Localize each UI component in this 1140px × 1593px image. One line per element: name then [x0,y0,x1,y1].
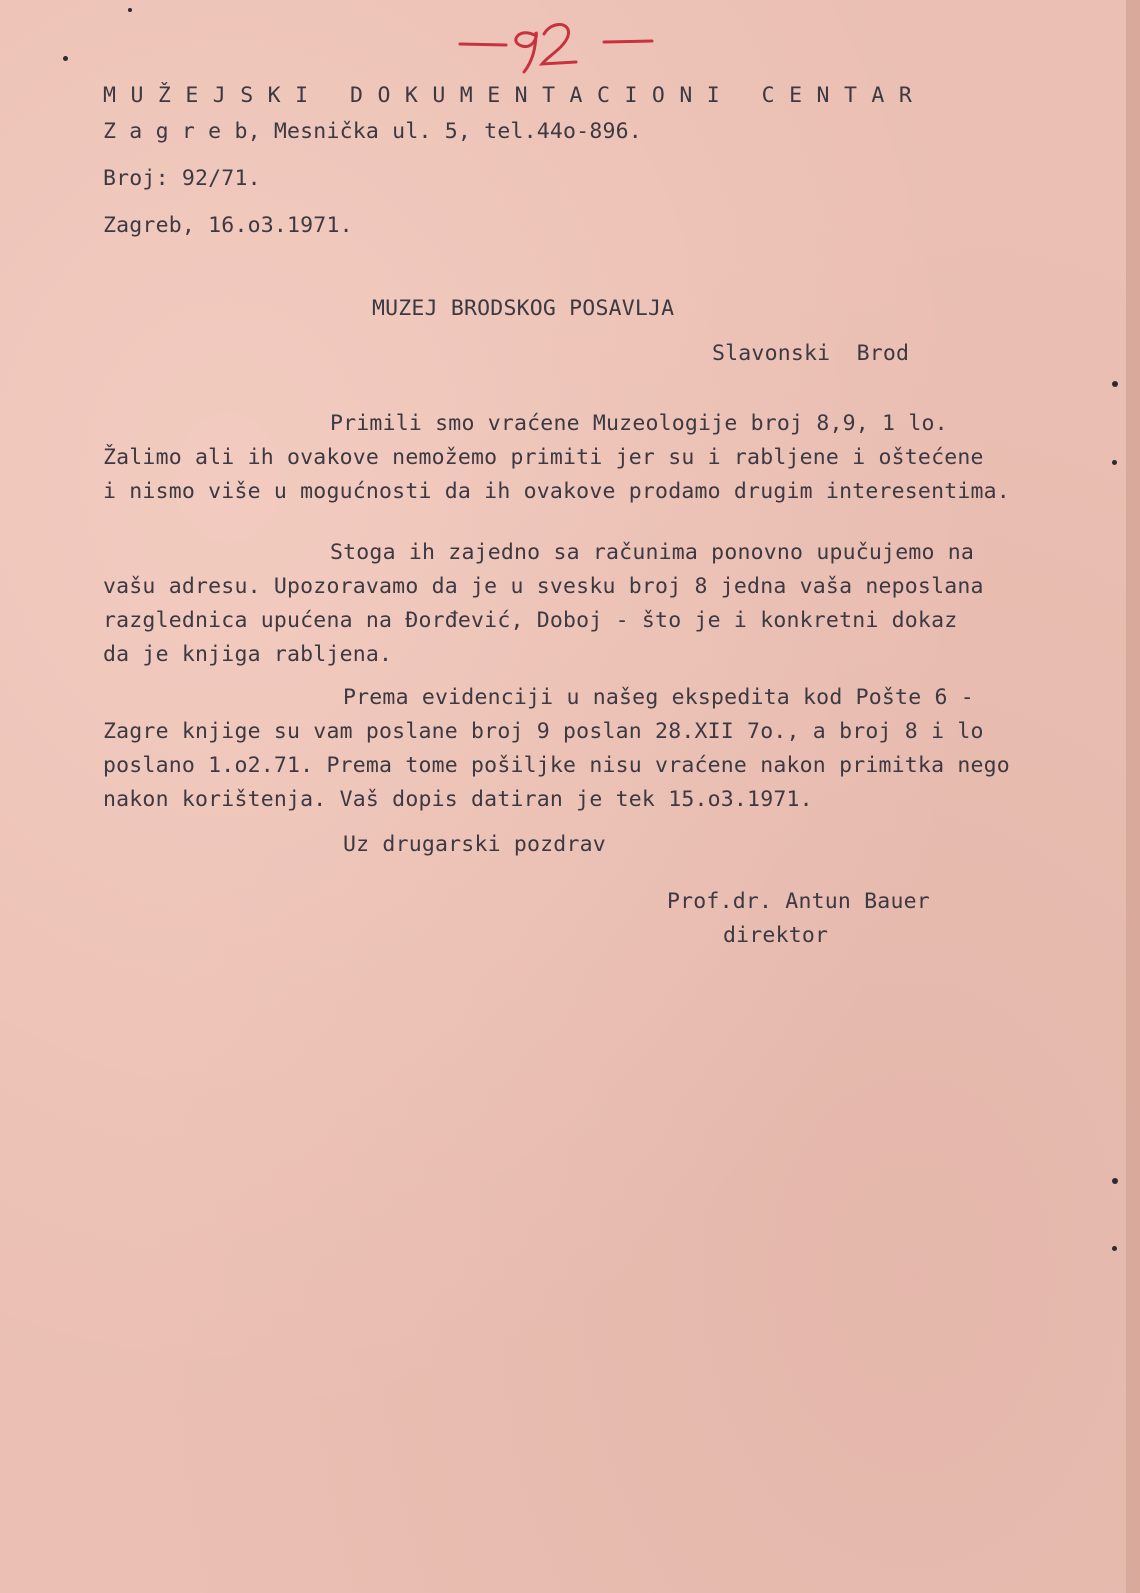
ink-speck [1112,460,1117,465]
handwritten-page-number [458,14,658,74]
recipient-city: Slavonski Brod [712,341,910,366]
body-line: Stoga ih zajedno sa računima ponovno upučujemo na [330,540,975,565]
signatory-name: Prof.dr. Antun Bauer [667,889,930,914]
body-line: Prema evidenciji u našeg ekspedita kod Pošte 6 - [343,685,974,710]
closing-greeting: Uz drugarski pozdrav [343,832,606,857]
ink-speck [128,8,132,12]
ink-speck [63,56,68,61]
ink-speck [1112,1246,1117,1251]
body-line: razglednica upućena na Đorđević, Doboj - što je i konkretni dokaz [103,608,958,633]
body-line: vašu adresu. Upozoravamo da je u svesku broj 8 jedna vaša neposlana [103,574,984,599]
ink-speck [1112,381,1118,387]
organization-address: Z a g r e b, Mesnička ul. 5, tel.44o-896. [103,119,642,144]
body-line: Primili smo vraćene Muzeologije broj 8,9, 1 lo. [330,411,948,436]
document-number: Broj: 92/71. [103,166,261,191]
body-line: i nismo više u mogućnosti da ih ovakove prodamo drugim interesentima. [103,479,1010,504]
page-edge-shadow [1126,0,1140,1593]
ink-speck [1112,1178,1118,1184]
body-line: poslano 1.o2.71. Prema tome pošiljke nisu vraćene nakon primitka nego [103,753,1010,778]
body-line: nakon korištenja. Vaš dopis datiran je tek 15.o3.1971. [103,787,813,812]
organization-name: MUŽEJSKI DOKUMENTACIONI CENTAR [103,83,927,108]
body-line: da je knjiga rabljena. [103,642,393,667]
body-line: Žalimo ali ih ovakove nemožemo primiti jer su i rabljene i oštećene [103,445,984,470]
recipient-name: MUZEJ BRODSKOG POSAVLJA [372,296,675,321]
signatory-title: direktor [723,923,829,948]
body-line: Zagre knjige su vam poslane broj 9 poslan 28.XII 7o., a broj 8 i lo [103,719,984,744]
document-date: Zagreb, 16.o3.1971. [103,213,353,238]
